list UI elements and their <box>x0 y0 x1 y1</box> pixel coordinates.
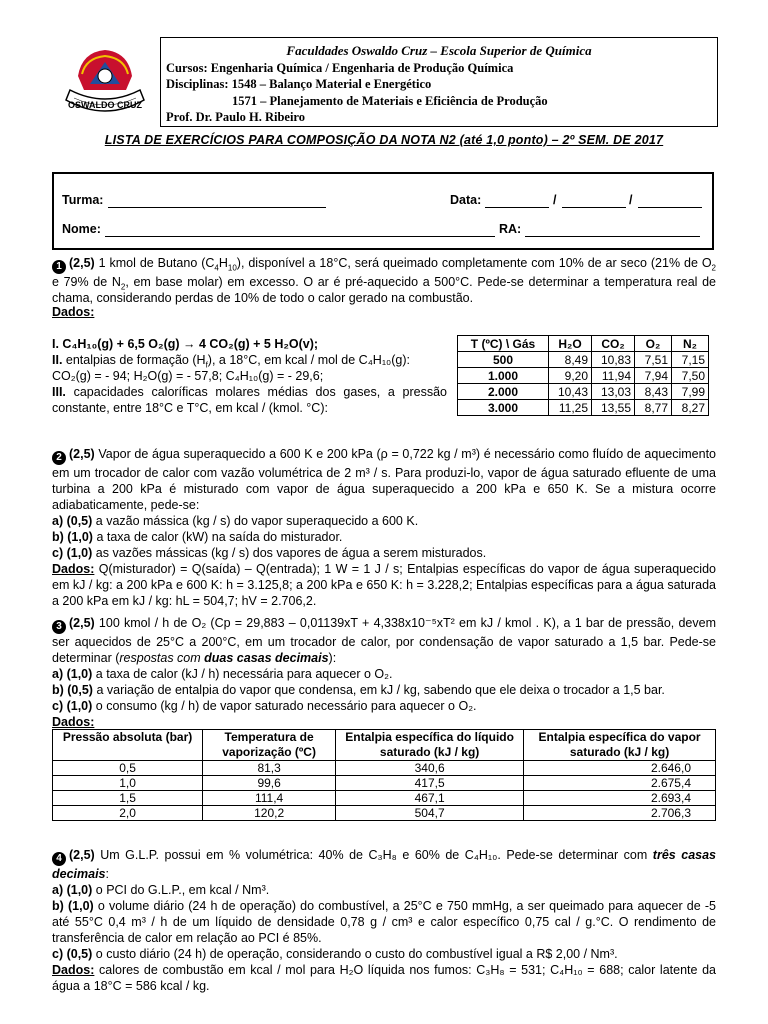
question-4: 4 (2,5) Um G.L.P. possui em % volumétrica: 40% de C₃H₈ e 60% de C₄H₁₀. Pede-se determinar com três casas decimais: a) (1,0) o PCI do G.L.P., em kcal / Nm³. b) (1,0) o volume diário (24 h de operação) do combustível, a 25°C e 750 mmHg, a ser queimado para aquecer de -5 até 55°C 0,4 m³ / h de um líquido de densidade 0,78 g / cm³ e calor específico 0,75 cal / g.°C. O rendimento de transferência de calor em relação ao PCI é 85%. c) (0,5) o custo diário (24 h) de operação, considerando o custo do combustível igual a R$ 2,00 / Nm³. Dados: calores de combustão em kcal / mol para H₂O líquida nos fumos: C₃H₈ = 531; C₄H₁₀ = 688; calor latente da água a 18°C = 586 kcal / kg. <box>52 848 717 993</box>
table-cell: 99,6 <box>203 776 336 791</box>
table-header-cell: H₂O <box>549 336 592 352</box>
data-month-field[interactable] <box>562 207 626 208</box>
table-cell: 9,20 <box>549 368 592 384</box>
table-cell: 7,94 <box>635 368 672 384</box>
table-cell: 13,03 <box>592 384 635 400</box>
table-row <box>53 806 716 821</box>
student-form <box>52 172 714 250</box>
table-cell: 7,51 <box>635 352 672 368</box>
ra-label: RA: <box>499 222 522 236</box>
table-header-cell: O₂ <box>635 336 672 352</box>
question-3-marker: 3 <box>52 620 66 634</box>
q1-dados-label: Dados: <box>52 305 95 319</box>
courses-line: Cursos: Engenharia Química / Engenharia de Produção Química <box>166 61 514 75</box>
table-cell: 8,77 <box>635 400 672 416</box>
table-cell: 2,0 <box>53 806 203 821</box>
table-cell: 8,43 <box>635 384 672 400</box>
table-cell: 1,0 <box>53 776 203 791</box>
question-1: 1 (2,5) 1 kmol de Butano $(C_4H_{10})$, disponível a 18°C, será queimado completamente com 10% de ar seco (21% de $O_2$ e 79% de $N_2$, em base molar) em excesso. O ar é pré-aquecido a 500°C. Pede-se determinar a temperatura real de chama, considerando perdas de 10% de todo o calor gerado na combustão. <box>52 256 716 305</box>
table-cell: 1.000 <box>458 368 549 384</box>
nome-label: Nome: <box>62 222 101 236</box>
q3-steam-table <box>52 729 716 821</box>
table-cell: 2.675,4 <box>524 776 716 791</box>
table-cell: 340,6 <box>336 761 524 776</box>
date-slash: / <box>553 193 557 207</box>
table-header-cell: Pressão absoluta (bar) <box>53 730 203 761</box>
table-cell: 7,15 <box>672 352 709 368</box>
table-cell: 10,83 <box>592 352 635 368</box>
table-cell: 2.706,3 <box>524 806 716 821</box>
table-row <box>53 791 716 806</box>
table-cell: 417,5 <box>336 776 524 791</box>
turma-label: Turma: <box>62 193 104 207</box>
data-year-field[interactable] <box>638 207 702 208</box>
logo-text: OSWALDO CRUZ <box>68 100 142 110</box>
question-1-marker: 1 <box>52 260 66 274</box>
table-cell: 3.000 <box>458 400 549 416</box>
table-header-cell: Entalpia específica do líquido saturado (kJ / kg) <box>336 730 524 761</box>
table-header-cell: CO₂ <box>592 336 635 352</box>
table-cell: 2.000 <box>458 384 549 400</box>
table-cell: 11,94 <box>592 368 635 384</box>
table-header-cell: Temperatura de vaporização (ºC) <box>203 730 336 761</box>
question-2: 2 (2,5) Vapor de água superaquecido a 600 K e 200 kPa (ρ = 0,722 kg / m³) é necessário como fluído de aquecimento em um trocador de calor com vazão volumétrica de 2 m³ / s. Para produzi-lo, vapor de água saturado efluente de uma turbina a 200 kPa é misturado com vapor de água superaquecido a 200 kPa e 650 K. Se a mistura ocorre adiabaticamente, pede-se: a) (0,5) a vazão mássica (kg / s) do vapor superaquecido a 600 K. b) (1,0) a taxa de calor (kW) na saída do misturador. c) (1,0) as vazões mássicas (kg / s) dos vapores de água a serem misturados. Dados: Q(misturador) = Q(saída) – Q(entrada); 1 W = 1 J / s; Entalpias específicas do vapor de água superaquecido em kJ / kg: a 200 kPa e 600 K: h = 3.125,8; a 200 kPa e 650 K: h = 3.228,2; Entalpias específicas para a água saturada a 200 kPa em kJ / kg: hL = 504,7; hV = 2.706,2. <box>52 447 716 608</box>
table-cell: 7,99 <box>672 384 709 400</box>
table-cell: 0,5 <box>53 761 203 776</box>
table-row <box>458 368 709 384</box>
institution-title: Faculdades Oswaldo Cruz – Escola Superior de Química <box>286 43 592 58</box>
ra-field[interactable] <box>525 236 700 237</box>
question-2-marker: 2 <box>52 451 66 465</box>
table-cell: 2.693,4 <box>524 791 716 806</box>
data-label: Data: <box>450 193 482 207</box>
table-cell: 120,2 <box>203 806 336 821</box>
list-title: LISTA DE EXERCÍCIOS PARA COMPOSIÇÃO DA NOTA N2 (até 1,0 ponto) – 2º SEM. DE 2017 <box>104 133 664 147</box>
table-cell: 11,25 <box>549 400 592 416</box>
q1-reaction: I. C₄H₁₀(g) + 6,5 O₂(g) → 4 CO₂(g) + 5 H₂O(v); <box>52 337 319 351</box>
table-row <box>458 400 709 416</box>
question-4-marker: 4 <box>52 852 66 866</box>
turma-field[interactable] <box>108 207 326 208</box>
table-row <box>53 761 716 776</box>
q1-data-items: I. C₄H₁₀(g) + 6,5 O₂(g) → 4 CO₂(g) + 5 H₂O(v); II. entalpias de formação $(H_f)$, a 18°C, em kcal / mol de C₄H₁₀(g): CO₂(g) = - 94; H₂O(g) = - 57,8; C₄H₁₀(g) = - 29,6; III. capacidades caloríficas molares médias dos gases, a pressão constante, entre 18°C e T°C, em kcal / (kmol. °C): <box>52 337 447 415</box>
table-cell: 8,49 <box>549 352 592 368</box>
table-cell: 1,5 <box>53 791 203 806</box>
q1-formation-values: CO₂(g) = - 94; H₂O(g) = - 57,8; C₄H₁₀(g) = - 29,6; <box>52 369 324 383</box>
institution-logo <box>60 40 150 126</box>
date-slash: / <box>629 193 633 207</box>
table-cell: 500 <box>458 352 549 368</box>
discipline-2-line: 1571 – Planejamento de Materiais e Eficiência de Produção <box>232 94 548 108</box>
table-cell: 2.646,0 <box>524 761 716 776</box>
table-cell: 10,43 <box>549 384 592 400</box>
data-day-field[interactable] <box>485 207 549 208</box>
table-header-cell: N₂ <box>672 336 709 352</box>
table-cell: 504,7 <box>336 806 524 821</box>
table-cell: 13,55 <box>592 400 635 416</box>
table-header-cell: T (ºC) \ Gás <box>458 336 549 352</box>
disciplines-line: Disciplinas: 1548 – Balanço Material e Energético <box>166 77 432 91</box>
table-row <box>458 384 709 400</box>
professor-line: Prof. Dr. Paulo H. Ribeiro <box>166 110 306 124</box>
table-cell: 111,4 <box>203 791 336 806</box>
table-cell: 7,50 <box>672 368 709 384</box>
q1-heat-capacity-table <box>457 335 709 416</box>
table-header-cell: Entalpia específica do vapor saturado (kJ / kg) <box>524 730 716 761</box>
nome-field[interactable] <box>105 236 495 237</box>
table-row <box>53 776 716 791</box>
table-row <box>458 352 709 368</box>
question-3: 3 (2,5) 100 kmol / h de O₂ (Cp = 29,883 – 0,01139xT + 4,338x10⁻⁵xT² em kJ / kmol . K), a 1 bar de pressão, devem ser aquecidos de 25°C a 200°C, em um trocador de calor, por condensação de vapor saturado a 1,5 bar. Pede-se determinar (respostas com duas casas decimais): a) (1,0) a taxa de calor (kJ / h) necessária para aquecer o O₂. b) (0,5) a variação de entalpia do vapor que condensa, em kJ / kg, sabendo que ele deixa o trocador a 1,5 bar. c) (1,0) o consumo (kg / h) de vapor saturado necessário para aquecer o O₂. Dados: <box>52 616 716 729</box>
table-cell: 81,3 <box>203 761 336 776</box>
table-cell: 467,1 <box>336 791 524 806</box>
table-cell: 8,27 <box>672 400 709 416</box>
